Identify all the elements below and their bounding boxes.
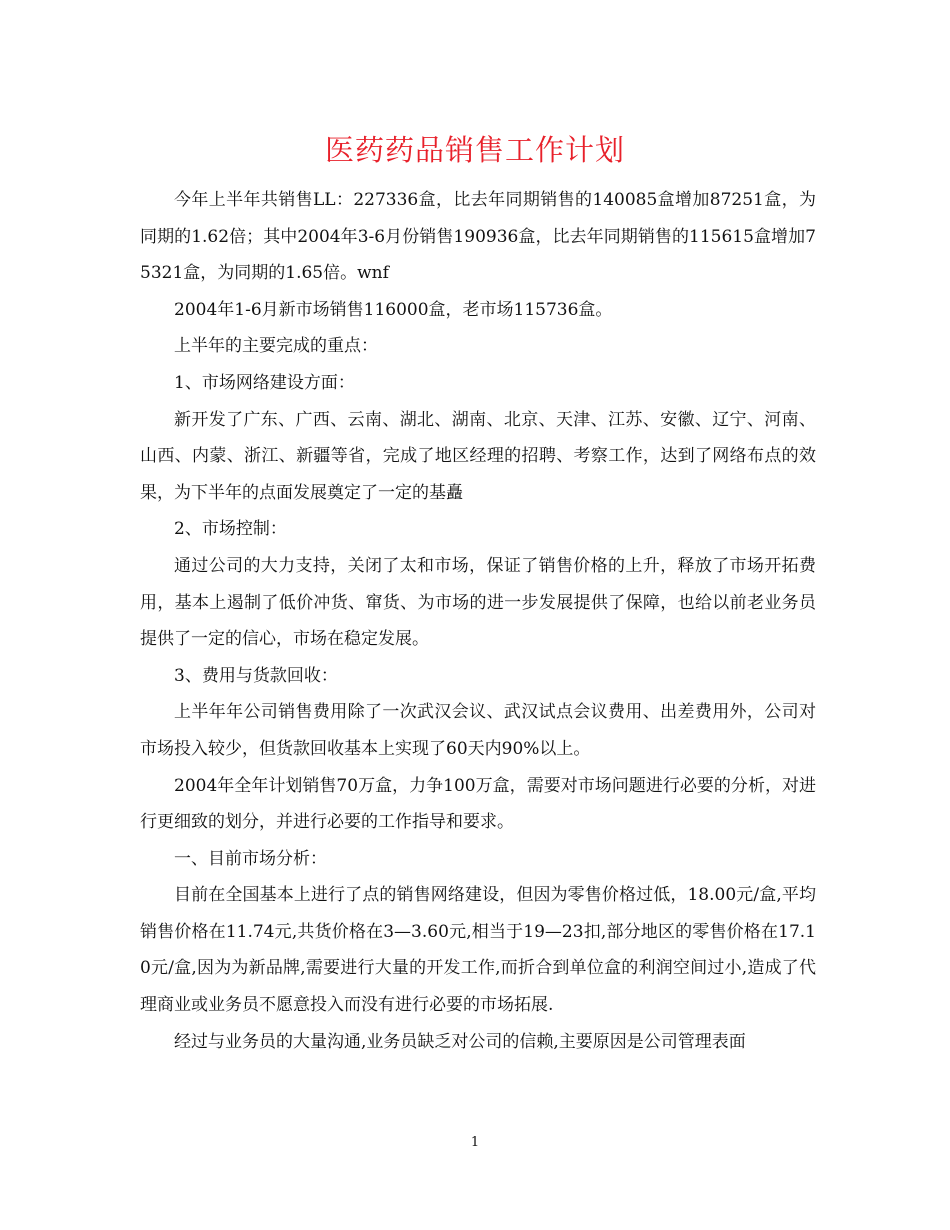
paragraph-sales-summary: 今年上半年共销售LL：227336盒，比去年同期销售的140085盒增加87251盒，为同期的1.62倍；其中2004年3-6月份销售190936盒，比去年同期销售的115615盒增加75321盒，为同期的1.65倍。wnf <box>140 190 816 284</box>
paragraph-annual-plan: 2004年全年计划销售70万盒，力争100万盒，需要对市场问题进行必要的分析，对进行更细致的划分，并进行必要的工作指导和要求。 <box>140 775 816 833</box>
paragraph-control-heading: 2、市场控制： <box>174 519 287 540</box>
document-body <box>140 182 816 1060</box>
paragraph-costs-details: 上半年年公司销售费用除了一次武汉会议、武汉试点会议费用、出差费用外，公司对市场投入较少，但货款回收基本上实现了60天内90%以上。 <box>140 702 816 759</box>
paragraph-costs-heading: 3、费用与货款回收： <box>174 665 338 686</box>
paragraph-market-analysis: 目前在全国基本上进行了点的销售网络建设，但因为零售价格过低，18.00元/盒,平均销售价格在11.74元,共货价格在3—3.60元,相当于19—23扣,部分地区的零售价格在17.10元/盒,因为为新品牌,需要进行大量的开发工作,而折合到单位盒的利润空间过小,造成了代理商业或业务员不愿意投入而没有进行必要的市场拓展. <box>140 885 816 1016</box>
paragraph-control-details: 通过公司的大力支持，关闭了太和市场，保证了销售价格的上升，释放了市场开拓费用，基本上遏制了低价冲货、窜货、为市场的进一步发展提供了保障，也给以前老业务员提供了一定的信心，市场在稳定发展。 <box>140 555 816 650</box>
paragraph-network-details: 新开发了广东、广西、云南、湖北、湖南、北京、天津、江苏、安徽、辽宁、河南、山西、内蒙、浙江、新疆等省，完成了地区经理的招聘、考察工作，达到了网络布点的效果，为下半年的点面发展奠定了一定的基矗 <box>140 409 816 503</box>
document-title: 医药药品销售工作计划 <box>324 133 625 167</box>
page-number: 1 <box>470 1135 480 1150</box>
paragraph-network-heading: 1、市场网络建设方面： <box>174 372 355 393</box>
paragraph-market-sales: 2004年1-6月新市场销售116000盒，老市场115736盒。 <box>174 299 613 320</box>
paragraph-communication: 经过与业务员的大量沟通,业务员缺乏对公司的信赖,主要原因是公司管理表面 <box>174 1031 746 1052</box>
paragraph-key-points-heading: 上半年的主要完成的重点： <box>174 336 378 357</box>
paragraph-analysis-heading: 一、目前市场分析： <box>174 848 327 869</box>
